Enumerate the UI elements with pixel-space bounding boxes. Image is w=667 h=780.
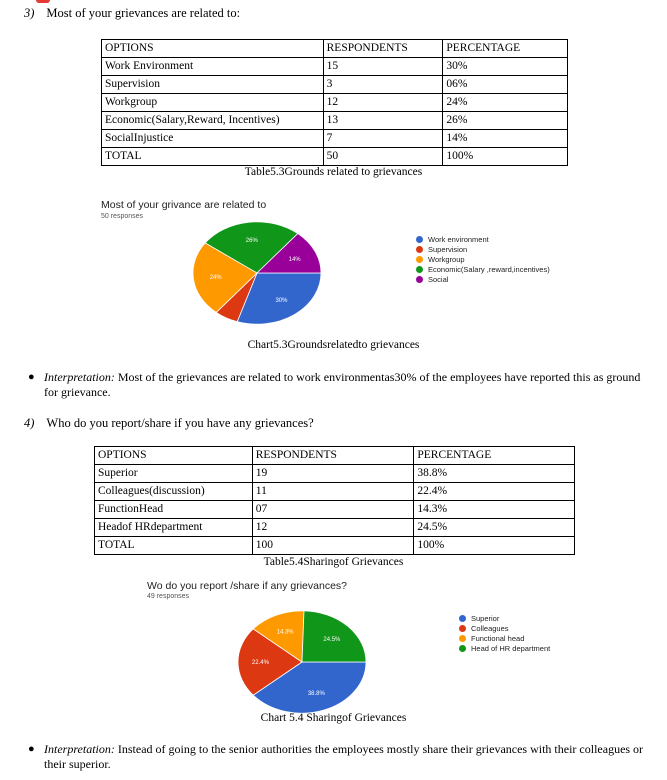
table-cell: 100 (252, 537, 414, 555)
pie-slice-label: 24.5% (323, 636, 341, 643)
interpretation-3-label: Interpretation: (44, 370, 115, 384)
table-row (102, 112, 568, 130)
legend-item (459, 624, 550, 634)
legend-dot-icon (459, 645, 466, 652)
question-4-number: 4) (24, 416, 35, 430)
chart-5-3-title: Most of your grivance are related to (101, 199, 267, 211)
table-grievance-grounds (101, 39, 568, 166)
table-cell: TOTAL (102, 148, 324, 166)
legend-label: Colleagues (471, 624, 509, 633)
legend-dot-icon (459, 615, 466, 622)
legend-dot-icon (459, 635, 466, 642)
top-edge-mark (36, 0, 50, 3)
legend-label: Head of HR department (471, 644, 551, 653)
table-header-cell: OPTIONS (102, 40, 324, 58)
table-cell: 06% (443, 76, 568, 94)
legend-dot-icon (416, 256, 423, 263)
legend-item (416, 265, 550, 275)
table-header-row (95, 447, 575, 465)
chart-5-3-subtitle: 50 responses (101, 213, 144, 220)
table-cell: 24% (443, 94, 568, 112)
table-row (95, 483, 575, 501)
table-cell: 50 (323, 148, 443, 166)
legend-item (416, 275, 550, 285)
table-cell: 15 (323, 58, 443, 76)
table-cell: 3 (323, 76, 443, 94)
table-row (102, 130, 568, 148)
legend-item (416, 245, 550, 255)
table-cell: Supervision (102, 76, 324, 94)
chart-5-3-legend (416, 235, 550, 285)
legend-label: Social (428, 275, 449, 284)
legend-label: Workgroup (428, 255, 465, 264)
interpretation-3-text: Most of the grievances are related to work environmentas30% of the employees have reported this as ground for grievance. (44, 370, 641, 399)
table-cell: Colleagues(discussion) (95, 483, 253, 501)
table-5-4-caption: Table5.4Sharingof Grievances (263, 556, 404, 568)
question-3-text: Most of your grievances are related to: (46, 6, 241, 20)
question-4 (24, 416, 314, 431)
pie-slice-label: 30% (275, 297, 288, 304)
chart-5-4-caption: Chart 5.4 Sharingof Grievances (260, 712, 407, 724)
legend-dot-icon (416, 246, 423, 253)
legend-dot-icon (416, 236, 423, 243)
table-cell: 38.8% (414, 465, 575, 483)
table-cell: 14% (443, 130, 568, 148)
table-cell: 26% (443, 112, 568, 130)
table-cell: 19 (252, 465, 414, 483)
table-header-cell: PERCENTAGE (414, 447, 575, 465)
table-cell: 12 (252, 519, 414, 537)
interpretation-4 (28, 742, 644, 772)
table-row (102, 76, 568, 94)
table-cell: SocialInjustice (102, 130, 324, 148)
table-row (95, 519, 575, 537)
legend-label: Economic(Salary ,reward,incentives) (428, 265, 550, 274)
chart-5-4-pie (0, 600, 667, 720)
chart-5-4-subtitle: 49 responses (147, 593, 190, 600)
pie-slice-label: 22.4% (251, 660, 269, 666)
interpretation-3 (28, 370, 644, 400)
table-5-3-caption: Table5.3Grounds related to grievances (244, 166, 423, 178)
table-row (102, 94, 568, 112)
pie-slice-label: 26% (245, 237, 258, 244)
legend-label: Work environment (428, 235, 489, 244)
interpretation-4-label: Interpretation: (44, 742, 115, 756)
table-row (102, 148, 568, 166)
question-3-number: 3) (24, 6, 35, 20)
table-cell: 30% (443, 58, 568, 76)
chart-5-3-pie (0, 220, 667, 340)
table-cell: Work Environment (102, 58, 324, 76)
bullet-icon: ● (28, 371, 35, 383)
table-row (95, 537, 575, 555)
table-cell: 07 (252, 501, 414, 519)
chart-5-3-caption: Chart5.3Groundsrelatedto grievances (247, 339, 420, 351)
legend-item (459, 634, 550, 644)
table-header-cell: PERCENTAGE (443, 40, 568, 58)
table-cell: 24.5% (414, 519, 575, 537)
table-cell: 14.3% (414, 501, 575, 519)
legend-label: Supervision (428, 245, 468, 254)
legend-dot-icon (416, 266, 423, 273)
table-sharing-grievances (94, 446, 575, 555)
table-cell: Economic(Salary,Reward, Incentives) (102, 112, 324, 130)
table-cell: Headof HRdepartment (95, 519, 253, 537)
legend-item (416, 235, 550, 245)
table-cell: 12 (323, 94, 443, 112)
table-header-row (102, 40, 568, 58)
table-cell: FunctionHead (95, 501, 253, 519)
legend-item (459, 614, 550, 624)
table-header-cell: OPTIONS (95, 447, 253, 465)
interpretation-4-text: Instead of going to the senior authorities the employees mostly share their grievances with their colleagues or their superior. (44, 742, 644, 771)
pie-slice-label: 14.3% (276, 629, 294, 636)
chart-5-4-title: Wo do you report /share if any grievances? (147, 580, 347, 592)
table-cell: 11 (252, 483, 414, 501)
question-4-text: Who do you report/share if you have any grievances? (46, 416, 314, 430)
bullet-icon: ● (28, 743, 35, 755)
chart-5-4-legend (459, 614, 550, 654)
legend-dot-icon (459, 625, 466, 632)
legend-item (459, 644, 550, 654)
legend-item (416, 255, 550, 265)
table-cell: Workgroup (102, 94, 324, 112)
table-cell: TOTAL (95, 537, 253, 555)
table-cell: 13 (323, 112, 443, 130)
table-cell: 100% (414, 537, 575, 555)
legend-dot-icon (416, 276, 423, 283)
pie-slice-label: 24% (209, 275, 222, 282)
pie-slice-label: 38.8% (307, 691, 325, 698)
pie-slice-label: 14% (288, 256, 301, 263)
legend-label: Superior (471, 614, 500, 623)
table-cell: 22.4% (414, 483, 575, 501)
table-row (95, 465, 575, 483)
table-header-cell: RESPONDENTS (323, 40, 443, 58)
question-3 (24, 6, 240, 21)
legend-label: Functional head (471, 634, 525, 643)
table-cell: 7 (323, 130, 443, 148)
table-row (102, 58, 568, 76)
table-header-cell: RESPONDENTS (252, 447, 414, 465)
table-cell: Superior (95, 465, 253, 483)
table-cell: 100% (443, 148, 568, 166)
table-row (95, 501, 575, 519)
